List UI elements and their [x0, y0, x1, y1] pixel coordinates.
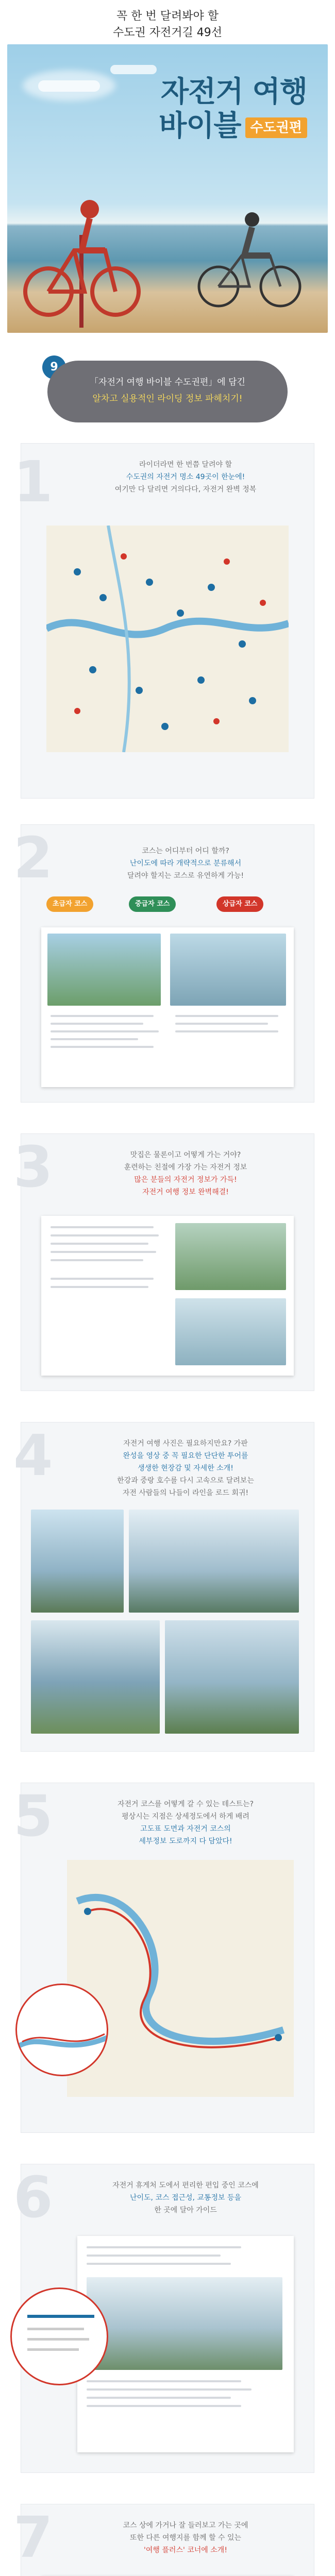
section-number: 2	[13, 825, 53, 891]
course-map	[46, 526, 289, 752]
caption-line: 자전거 코스를 어떻게 갈 수 있는 테스트는?	[117, 1800, 254, 1808]
caption-line: 수도권의 자전거 명소 49곳이 한눈에!	[126, 473, 245, 481]
caption-line: 완성을 영상 중 꼭 필요한 단단한 투어를	[123, 1452, 248, 1460]
photo-riverside	[129, 1510, 299, 1613]
intro-badge: 9	[42, 355, 66, 379]
photo-path	[165, 1620, 299, 1734]
bicycle-sculpture-icon	[18, 173, 152, 328]
caption-line: 훈련하는 친절에 가장 가는 자전거 정보	[124, 1163, 247, 1172]
intro-line2: 알차고 실용적인 라이딩 정보 파헤치기!	[92, 394, 243, 404]
caption-line: 또한 다른 여행지를 함께 할 수 있는	[129, 2534, 242, 2542]
section-caption	[77, 845, 294, 882]
cyclist-icon	[193, 199, 306, 312]
caption-line: 한강과 중랑 호수를 다시 고속으로 달려보는	[117, 1477, 254, 1485]
section-caption	[77, 2179, 294, 2216]
caption-line: 난이도, 코스 접근성, 교통정보 등을	[129, 2194, 242, 2202]
tag-advanced: 상급자 코스	[216, 896, 263, 912]
section-caption	[77, 1798, 294, 1848]
info-zoom-circle	[10, 2287, 108, 2385]
caption-line: 세부정보 도로까지 다 담았다!	[139, 1837, 232, 1845]
map-zoom-circle	[15, 1984, 108, 2076]
section-number: 4	[13, 1422, 53, 1488]
caption-line: 라이더라면 한 번쯤 달려야 할	[139, 461, 232, 469]
hero-title-line2: 바이블	[159, 109, 241, 143]
book-page	[77, 2236, 294, 2452]
hero-title-line1: 자전거 여행	[161, 75, 307, 109]
section-5	[0, 1783, 335, 2143]
route-map	[67, 1860, 294, 2097]
caption-line: 자전거 휴게처 도에서 편리한 편입 중인 코스에	[112, 2181, 259, 2190]
section-number: 3	[13, 1134, 53, 1200]
section-caption	[77, 2519, 294, 2556]
caption-line: 자전 사람들의 나들이 라인을 로드 회귀!	[122, 1489, 249, 1497]
header-line1: 꼭 한 번 달려봐야 할	[116, 10, 219, 23]
caption-line: 여기만 다 달리면 거의다다, 자전거 완벽 정복	[114, 485, 257, 494]
tag-intermediate: 중급자 코스	[129, 896, 176, 912]
caption-line: 많은 분들의 자전거 정보가 가득!	[134, 1176, 237, 1184]
section-number: 7	[13, 2504, 53, 2570]
caption-line: 자전거 여행 사진은 필요하지만요? 가판	[123, 1439, 248, 1448]
caption-line: 평상시는 지점은 상세정도에서 하게 배려	[122, 1812, 249, 1821]
section-caption	[77, 1149, 294, 1198]
caption-line: 맛집은 물론이고 어떻게 가는 거야?	[130, 1151, 241, 1159]
intro-bubble	[47, 361, 288, 422]
section-6	[0, 2164, 335, 2483]
section-number: 5	[13, 1783, 53, 1849]
section-caption	[77, 1437, 294, 1499]
book-spread	[41, 1216, 294, 1376]
section-number: 6	[13, 2164, 53, 2230]
caption-line: 달려야 할지는 코스로 유연하게 가능!	[127, 872, 244, 880]
header-line2: 수도권 자전거길 49선	[113, 26, 222, 39]
caption-line: 코스 상에 가거나 잘 들러보고 가는 곳에	[123, 2521, 248, 2530]
photo-bridge	[31, 1620, 160, 1734]
intro-line1: 「자전거 여행 바이블 수도권편」에 담긴	[90, 377, 245, 387]
caption-line: 코스는 어디부터 어디 할까?	[142, 847, 229, 855]
section-caption	[77, 459, 294, 496]
caption-line: 고도표 도면과 자전거 코스의	[140, 1825, 231, 1833]
caption-line: '여행 플러스' 코너에 소개!	[144, 2546, 227, 2554]
photo-cyclist	[31, 1510, 124, 1613]
tag-beginner: 초급자 코스	[46, 896, 93, 912]
section-3	[0, 1133, 335, 1401]
caption-line: 생생한 현장감 및 자세한 소개!	[138, 1464, 233, 1472]
header-tagline	[0, 8, 335, 41]
hero-image	[7, 44, 328, 333]
hero-badge: 수도권편	[245, 117, 307, 138]
section-1	[0, 438, 335, 809]
caption-line: 난이도에 따라 개략적으로 분류해서	[129, 859, 242, 868]
section-7	[0, 2504, 335, 2576]
section-2	[0, 824, 335, 1113]
hero-title	[159, 75, 307, 143]
section-4	[0, 1422, 335, 1762]
caption-line: 자전거 여행 정보 완벽해결!	[142, 1188, 229, 1196]
section-number: 1	[13, 449, 53, 515]
book-spread	[41, 927, 294, 1087]
caption-line: 한 곳에 달아 가이드	[154, 2206, 217, 2214]
